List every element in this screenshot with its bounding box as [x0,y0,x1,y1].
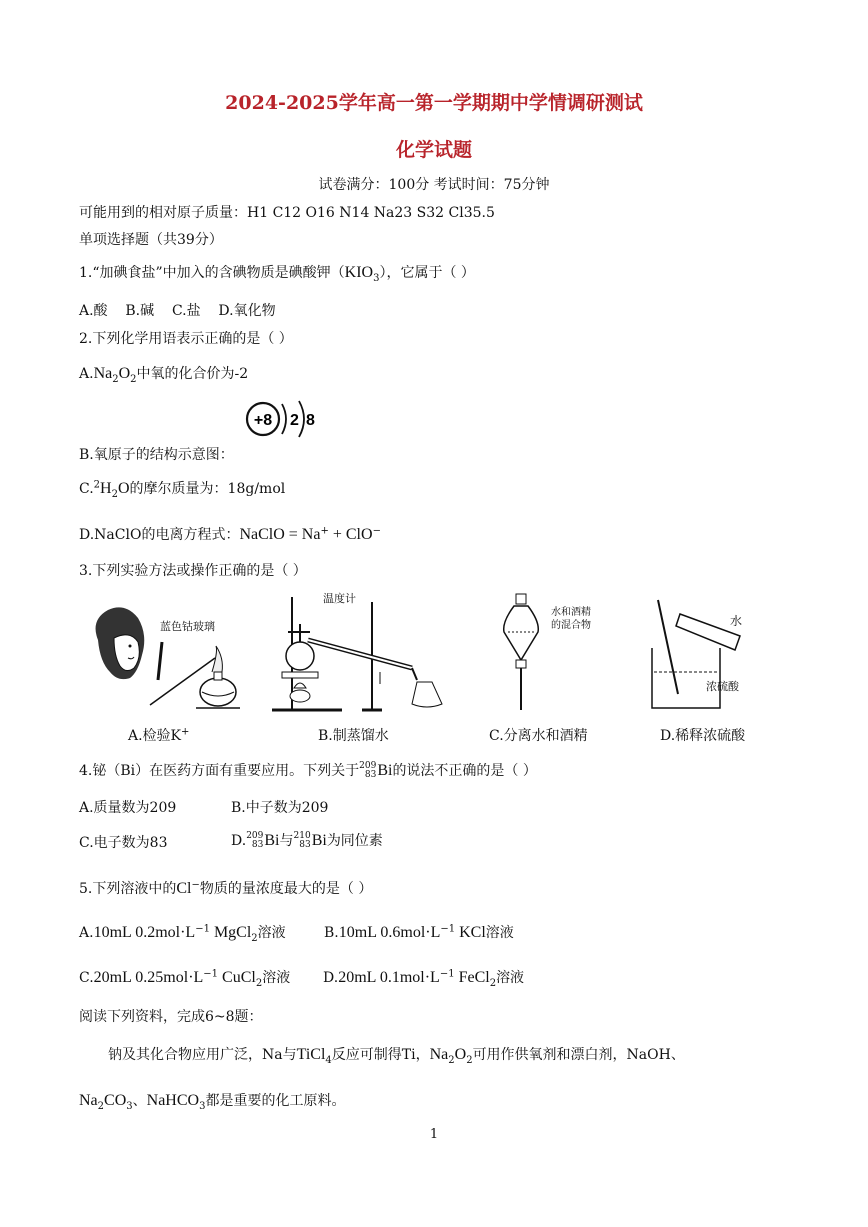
question-5-stem: 5.下列溶液中的Cl−物质的量浓度最大的是（ ） [79,879,373,897]
page-number: 1 [429,1127,439,1142]
exam-title: 2024-2025学年高一第一学期期中学情调研测试 [225,92,643,114]
shell-1-count: 2 [290,412,299,429]
question-1-stem: 1.“加碘食盐”中加入的含碘物质是碘酸钾$(KIO_3)$，它属于（ ） [79,264,475,284]
question-2-option-a: $A.Na_2O_2$中氧的化合价为-2 [79,365,249,385]
reading-paragraph-line-2: $Na_2CO_3$、NaHCO$_3$都是重要的化工原料。 [79,1092,346,1112]
question-5-option-d: D.20mL $0.1mol\cdot L^{-1}$ FeCl$_2$溶液 [323,968,525,989]
nucleus-label: +8 [253,412,273,429]
distillation-figure [262,592,452,714]
sulfuric-acid-label: 浓硫酸 [706,680,739,693]
cobalt-glass-label: 蓝色钴玻璃 [160,620,215,633]
water-label: 水 [730,614,743,628]
reading-paragraph-line-1: 钠及其化合物应用广泛，Na与TiCl$_4$反应可制得Ti，$Na_2O_2$可用作供氧剂和漂白剂，NaOH、 [108,1046,685,1066]
mixture-label-2: 的混合物 [551,620,591,631]
question-4-stem: 4.铋（Bi）在医药方面有重要应用。下列关于 209 83 Bi的说法不正确的是（ ） [79,761,537,780]
dilution-figure [640,592,750,714]
caption-c: C.分离水和酒精 [489,728,588,744]
reading-intro: 阅读下列资料，完成6~8题： [79,1009,263,1025]
thermometer-label: 温度计 [323,592,356,605]
atomic-masses: 可能用到的相对原子质量：H1 C12 O16 N14 Na23 S32 Cl35.5 [79,205,495,221]
exam-meta: 试卷满分：100分 考试时间：75分钟 [318,177,550,193]
caption-d: D.稀释浓硫酸 [660,728,746,744]
question-5-option-a: A.10mL $0.2mol\cdot L^{-1}$ MgCl$_2$溶液 [79,923,286,944]
separatory-funnel-figure [492,592,552,714]
question-2-option-b: B.氧原子的结构示意图： [79,447,234,463]
subject-title: 化学试题 [395,139,472,161]
oxygen-atom-diagram [243,398,325,440]
caption-b: B.制蒸馏水 [318,728,389,744]
question-3-stem: 3.下列实验方法或操作正确的是（ ） [79,563,307,579]
question-4-option-d: D. 209 83 Bi与 210 83 Bi为同位素 [231,831,383,850]
option-a: A.酸 [79,303,108,319]
question-1-options [79,300,276,320]
caption-a: A.检验K+ [128,726,190,744]
question-2-option-d: D.NaClO的电离方程式：NaClO = Na+ + ClO− [79,525,381,543]
question-2-option-c: $C.^2H_2O$的摩尔质量为：18g/mol [79,479,286,500]
question-4-option-c: C.电子数为83 [79,835,168,851]
shell-2-count: 8 [306,412,315,429]
option-d: D.氧化物 [218,303,276,319]
section-heading: 单项选择题（共39分） [79,232,223,248]
option-c: C.盐 [171,303,201,319]
question-4-option-a: A.质量数为209 [79,800,177,816]
question-2-stem: 2.下列化学用语表示正确的是（ ） [79,331,293,347]
question-5-option-c: C.20mL $0.25mol\cdot L^{-1}$ CuCl$_2$溶液 [79,968,291,989]
question-5-option-b: B.10mL $0.6mol\cdot L^{-1}$ KCl溶液 [324,923,514,941]
option-b: B.碱 [125,303,155,319]
question-4-option-b: B.中子数为209 [231,800,329,816]
mixture-label-1: 水和酒精 [551,607,591,618]
